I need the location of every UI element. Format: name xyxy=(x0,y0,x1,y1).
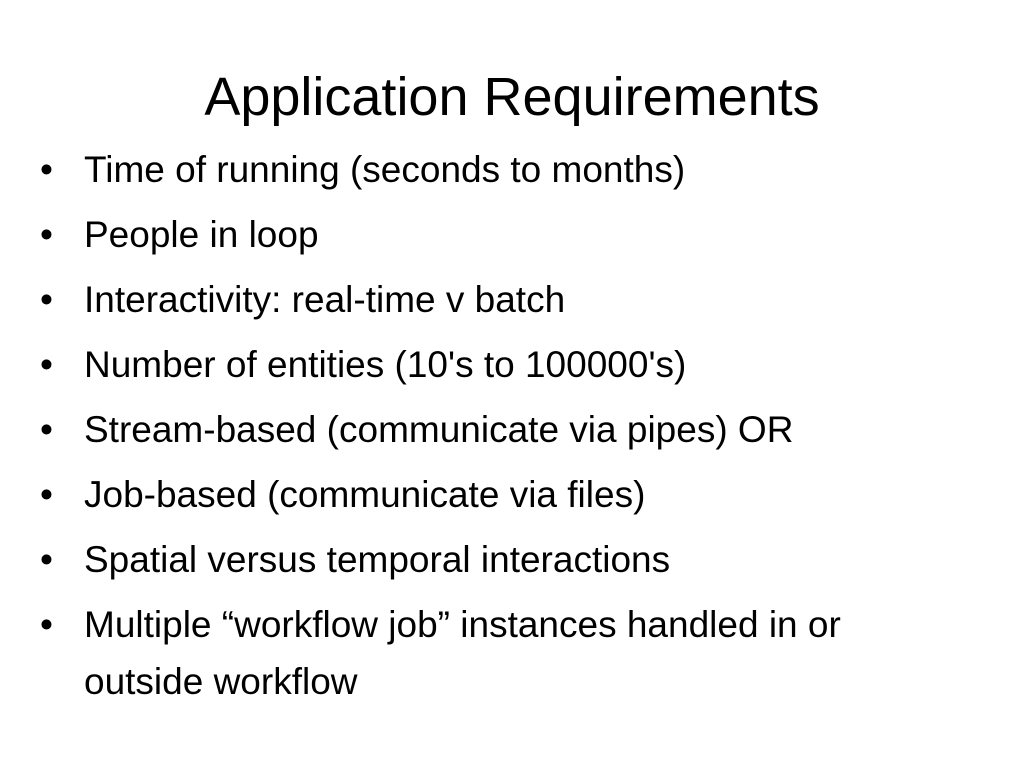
bullet-item xyxy=(40,206,1024,263)
bullet-item xyxy=(40,271,1024,328)
bullet-item xyxy=(40,336,1024,393)
bullet-text: Job-based (communicate via files) xyxy=(84,474,646,515)
bullet-text: People in loop xyxy=(84,214,319,255)
bullet-item xyxy=(40,401,1024,458)
bullet-item xyxy=(40,141,1024,198)
bullet-item xyxy=(40,466,1024,523)
bullet-text-line: outside workflow xyxy=(84,661,358,702)
bullet-marker: • xyxy=(40,214,53,255)
bullet-text: Number of entities (10's to 100000's) xyxy=(84,344,687,385)
bullet-item xyxy=(40,596,1024,710)
slide-title: Application Requirements xyxy=(204,67,820,127)
bullet-item xyxy=(40,531,1024,588)
bullet-marker: • xyxy=(40,279,53,320)
bullet-list xyxy=(40,141,1024,718)
bullet-marker: • xyxy=(40,409,53,450)
bullet-marker: • xyxy=(40,474,53,515)
bullet-text-line: Multiple “workflow job” instances handled in or xyxy=(84,604,841,645)
bullet-text: Time of running (seconds to months) xyxy=(84,149,686,190)
bullet-text: Spatial versus temporal interactions xyxy=(84,539,671,580)
bullet-marker: • xyxy=(40,149,53,190)
bullet-marker: • xyxy=(40,539,53,580)
bullet-marker: • xyxy=(40,604,53,645)
bullet-text: Stream-based (communicate via pipes) OR xyxy=(84,409,794,450)
bullet-text: Interactivity: real-time v batch xyxy=(84,279,566,320)
bullet-marker: • xyxy=(40,344,53,385)
bullet-text xyxy=(84,596,841,710)
